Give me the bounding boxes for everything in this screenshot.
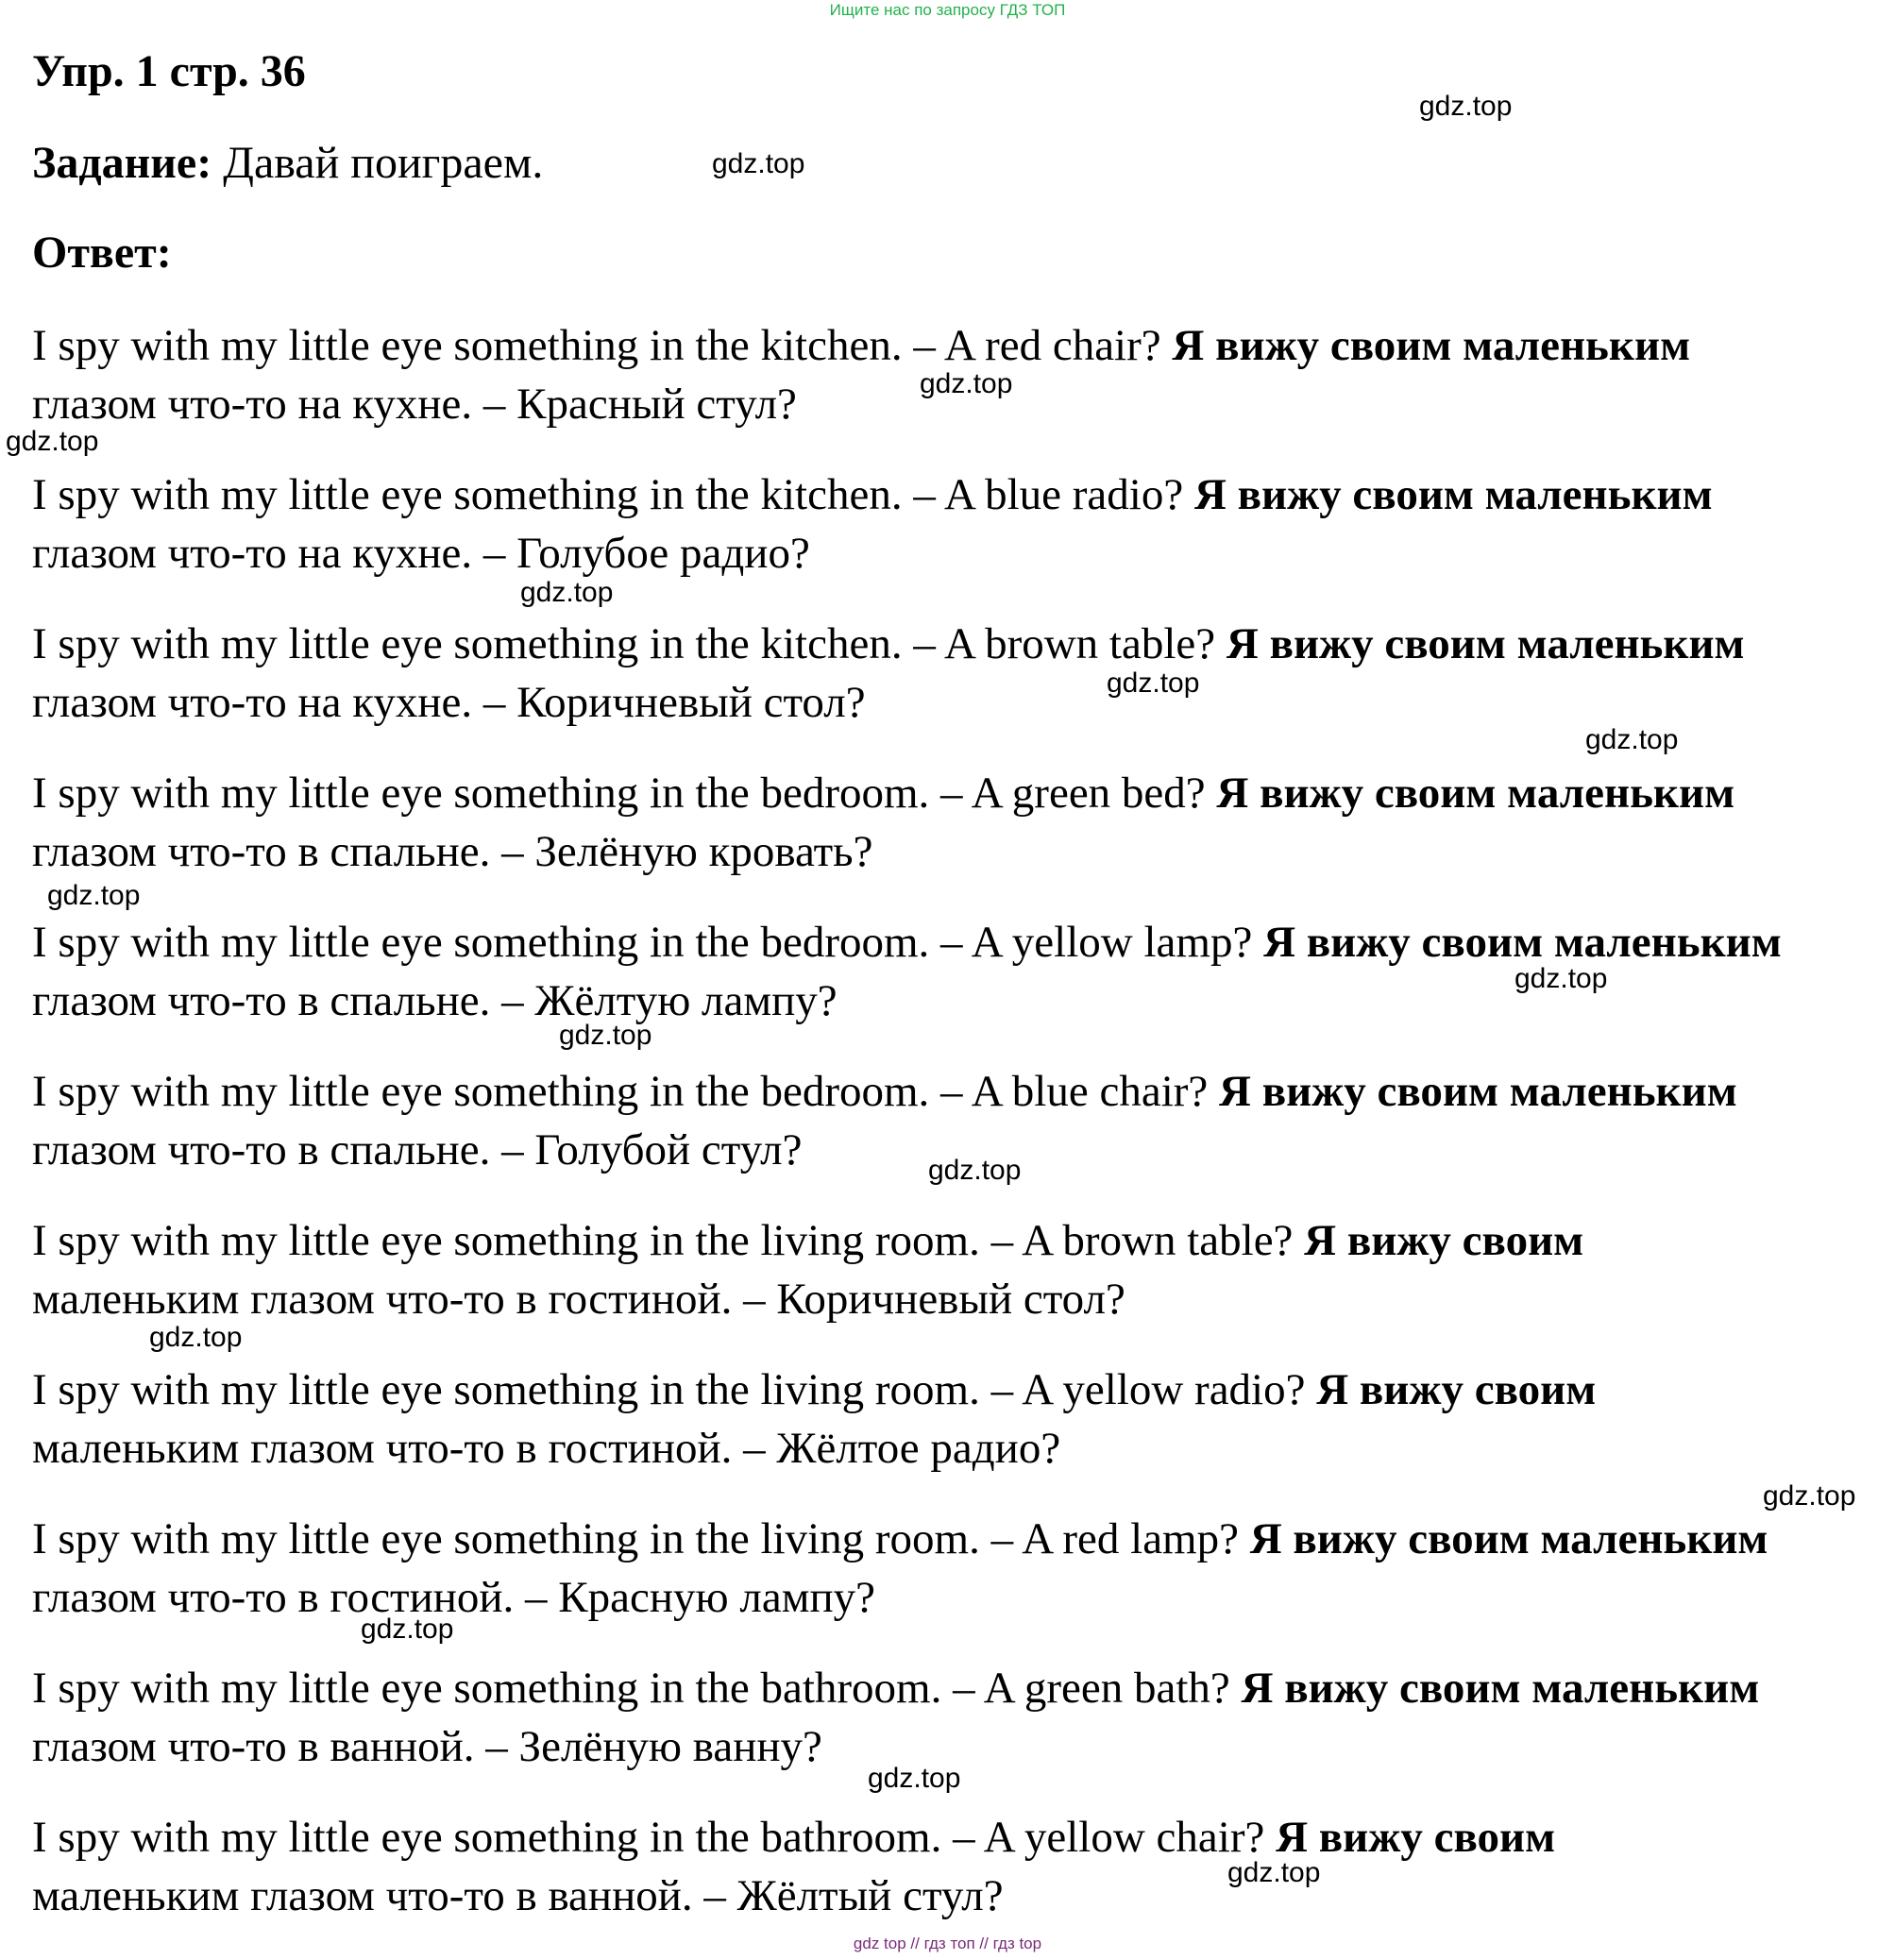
task-label: Задание: <box>32 138 212 188</box>
answer-ru-bold: Я вижу своим маленьким <box>1241 1664 1760 1713</box>
answer-en: I spy with my little eye something in the kitchen. – A blue radio? <box>32 470 1184 519</box>
answer-ru-bold: Я вижу своим маленьким <box>1172 321 1691 370</box>
answer-en: I spy with my little eye something in the living room. – A brown table? <box>32 1216 1294 1265</box>
answer-ru-bold: Я вижу своим маленьким <box>1216 769 1735 818</box>
answer-en: I spy with my little eye something in the kitchen. – A brown table? <box>32 619 1216 668</box>
answer-ru: маленьким глазом что-то в гостиной. – Коричневый стол? <box>32 1275 1125 1324</box>
watermark-text: gdz.top <box>1585 724 1679 755</box>
task-text: Давай поиграем. <box>211 138 544 188</box>
watermark-text: gdz.top <box>1419 91 1513 122</box>
answer-en: I spy with my little eye something in the bedroom. – A green bed? <box>32 769 1206 818</box>
answer-ru: глазом что-то на кухне. – Голубое радио? <box>32 529 810 578</box>
answer-ru-bold: Я вижу своим маленьким <box>1193 470 1713 519</box>
watermark-text: gdz.top <box>920 368 1013 399</box>
answer-item-2 <box>32 465 1883 583</box>
answer-item-3 <box>32 615 1883 732</box>
watermark-text: gdz.top <box>520 577 614 608</box>
answer-ru-bold: Я вижу своим <box>1304 1216 1584 1265</box>
watermark-text: gdz.top <box>149 1322 243 1353</box>
answer-ru: глазом что-то в спальне. – Зелёную кровать? <box>32 827 873 876</box>
watermark-text: gdz.top <box>1227 1857 1321 1888</box>
watermark-text: gdz.top <box>1107 667 1200 699</box>
answer-ru: маленьким глазом что-то в ванной. – Жёлтый стул? <box>32 1871 1004 1920</box>
answer-en: I spy with my little eye something in the bathroom. – A yellow chair? <box>32 1813 1265 1862</box>
watermark-text: gdz.top <box>1763 1480 1856 1512</box>
task-line <box>32 137 543 189</box>
watermark-text: gdz.top <box>47 880 141 911</box>
answer-ru-bold: Я вижу своим <box>1276 1813 1556 1862</box>
answer-en: I spy with my little eye something in the bedroom. – A yellow lamp? <box>32 918 1253 967</box>
watermark-text: gdz.top <box>361 1614 454 1645</box>
answer-en: I spy with my little eye something in the kitchen. – A red chair? <box>32 321 1161 370</box>
footer-banner: gdz top // гдз топ // гдз top <box>853 1935 1042 1952</box>
watermark-text: gdz.top <box>712 148 805 179</box>
answer-ru-bold: Я вижу своим маленьким <box>1226 619 1745 668</box>
watermark-text: gdz.top <box>928 1155 1022 1186</box>
answer-item-10 <box>32 1659 1883 1776</box>
answer-item-4 <box>32 764 1883 881</box>
answer-ru-bold: Я вижу своим маленьким <box>1263 918 1782 967</box>
answer-ru-bold: Я вижу своим маленьким <box>1249 1514 1768 1563</box>
answer-item-11 <box>32 1808 1883 1925</box>
answer-ru: глазом что-то в ванной. – Зелёную ванну? <box>32 1722 822 1771</box>
answer-ru: глазом что-то на кухне. – Коричневый стол? <box>32 678 866 727</box>
answer-item-9 <box>32 1510 1883 1627</box>
answer-ru: глазом что-то в спальне. – Жёлтую лампу? <box>32 976 838 1025</box>
answer-en: I spy with my little eye something in the living room. – A yellow radio? <box>32 1365 1306 1414</box>
top-banner: Ищите нас по запросу ГДЗ ТОП <box>829 1 1066 19</box>
watermark-text: gdz.top <box>868 1763 961 1794</box>
watermark-text: gdz.top <box>1514 963 1608 994</box>
answer-label: Ответ: <box>32 228 172 278</box>
answer-ru: глазом что-то на кухне. – Красный стул? <box>32 380 797 429</box>
answer-item-7 <box>32 1211 1883 1328</box>
answer-en: I spy with my little eye something in the living room. – A red lamp? <box>32 1514 1239 1563</box>
answer-en: I spy with my little eye something in the bathroom. – A green bath? <box>32 1664 1230 1713</box>
watermark-text: gdz.top <box>559 1020 652 1051</box>
answer-ru: маленьким глазом что-то в гостиной. – Жёлтое радио? <box>32 1424 1061 1473</box>
answer-ru-bold: Я вижу своим маленьким <box>1219 1067 1737 1116</box>
watermark-text: gdz.top <box>6 426 99 457</box>
answer-ru: глазом что-то в гостиной. – Красную лампу? <box>32 1573 875 1622</box>
answer-item-8 <box>32 1360 1883 1478</box>
exercise-heading: Упр. 1 стр. 36 <box>32 46 306 96</box>
answer-en: I spy with my little eye something in the bedroom. – A blue chair? <box>32 1067 1209 1116</box>
answer-ru-bold: Я вижу своим <box>1316 1365 1597 1414</box>
answer-ru: глазом что-то в спальне. – Голубой стул? <box>32 1125 803 1174</box>
